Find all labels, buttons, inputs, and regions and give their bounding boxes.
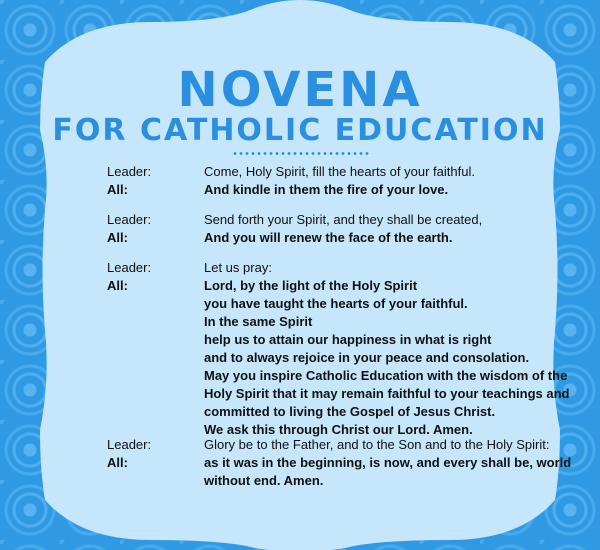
prayer-section <box>0 436 600 490</box>
prayer-section <box>0 259 600 439</box>
leader-label: Leader: <box>107 212 152 227</box>
all-line <box>0 454 600 472</box>
page-subtitle: FOR CATHOLIC EDUCATION <box>52 113 548 148</box>
all-text: as it was in the beginning, is now, and every shall be, world <box>204 455 572 470</box>
all-text: help us to attain our happiness in what is right <box>204 332 492 347</box>
all-text: And kindle in them the fire of your love. <box>204 182 449 197</box>
leader-line <box>0 436 600 454</box>
all-text: Holy Spirit that it may remain faithful to your teachings and <box>204 386 570 401</box>
all-text: In the same Spirit <box>204 314 313 329</box>
all-text: without end. Amen. <box>204 473 324 488</box>
all-text: committed to living the Gospel of Jesus Christ. <box>204 404 496 419</box>
all-text: We ask this through Christ our Lord. Amen. <box>204 422 473 437</box>
all-line <box>0 349 600 367</box>
leader-label: Leader: <box>107 260 152 275</box>
all-line <box>0 277 600 295</box>
all-line <box>0 313 600 331</box>
all-line <box>0 295 600 313</box>
all-text: you have taught the hearts of your faithful. <box>204 296 468 311</box>
all-label: All: <box>107 455 128 470</box>
all-line <box>0 229 600 247</box>
all-text: Lord, by the light of the Holy Spirit <box>204 278 418 293</box>
all-text: May you inspire Catholic Education with the wisdom of the <box>204 368 568 383</box>
prayer-section <box>0 211 600 247</box>
all-line <box>0 472 600 490</box>
leader-text: Let us pray: <box>204 260 272 275</box>
all-line <box>0 403 600 421</box>
all-label: All: <box>107 230 128 245</box>
leader-label: Leader: <box>107 437 152 452</box>
leader-text: Glory be to the Father, and to the Son and to the Holy Spirit: <box>204 437 550 452</box>
leader-line <box>0 163 600 181</box>
leader-label: Leader: <box>107 164 152 179</box>
leader-line <box>0 211 600 229</box>
all-line <box>0 181 600 199</box>
all-text: And you will renew the face of the earth. <box>204 230 453 245</box>
all-line <box>0 331 600 349</box>
prayer-section <box>0 163 600 199</box>
all-line <box>0 385 600 403</box>
all-text: and to always rejoice in your peace and consolation. <box>204 350 530 365</box>
all-label: All: <box>107 278 128 293</box>
page-title: NOVENA <box>177 62 423 118</box>
dotted-divider <box>232 152 370 155</box>
leader-text: Come, Holy Spirit, fill the hearts of your faithful. <box>204 164 475 179</box>
leader-line <box>0 259 600 277</box>
leader-text: Send forth your Spirit, and they shall be created, <box>204 212 483 227</box>
all-label: All: <box>107 182 128 197</box>
all-line <box>0 367 600 385</box>
